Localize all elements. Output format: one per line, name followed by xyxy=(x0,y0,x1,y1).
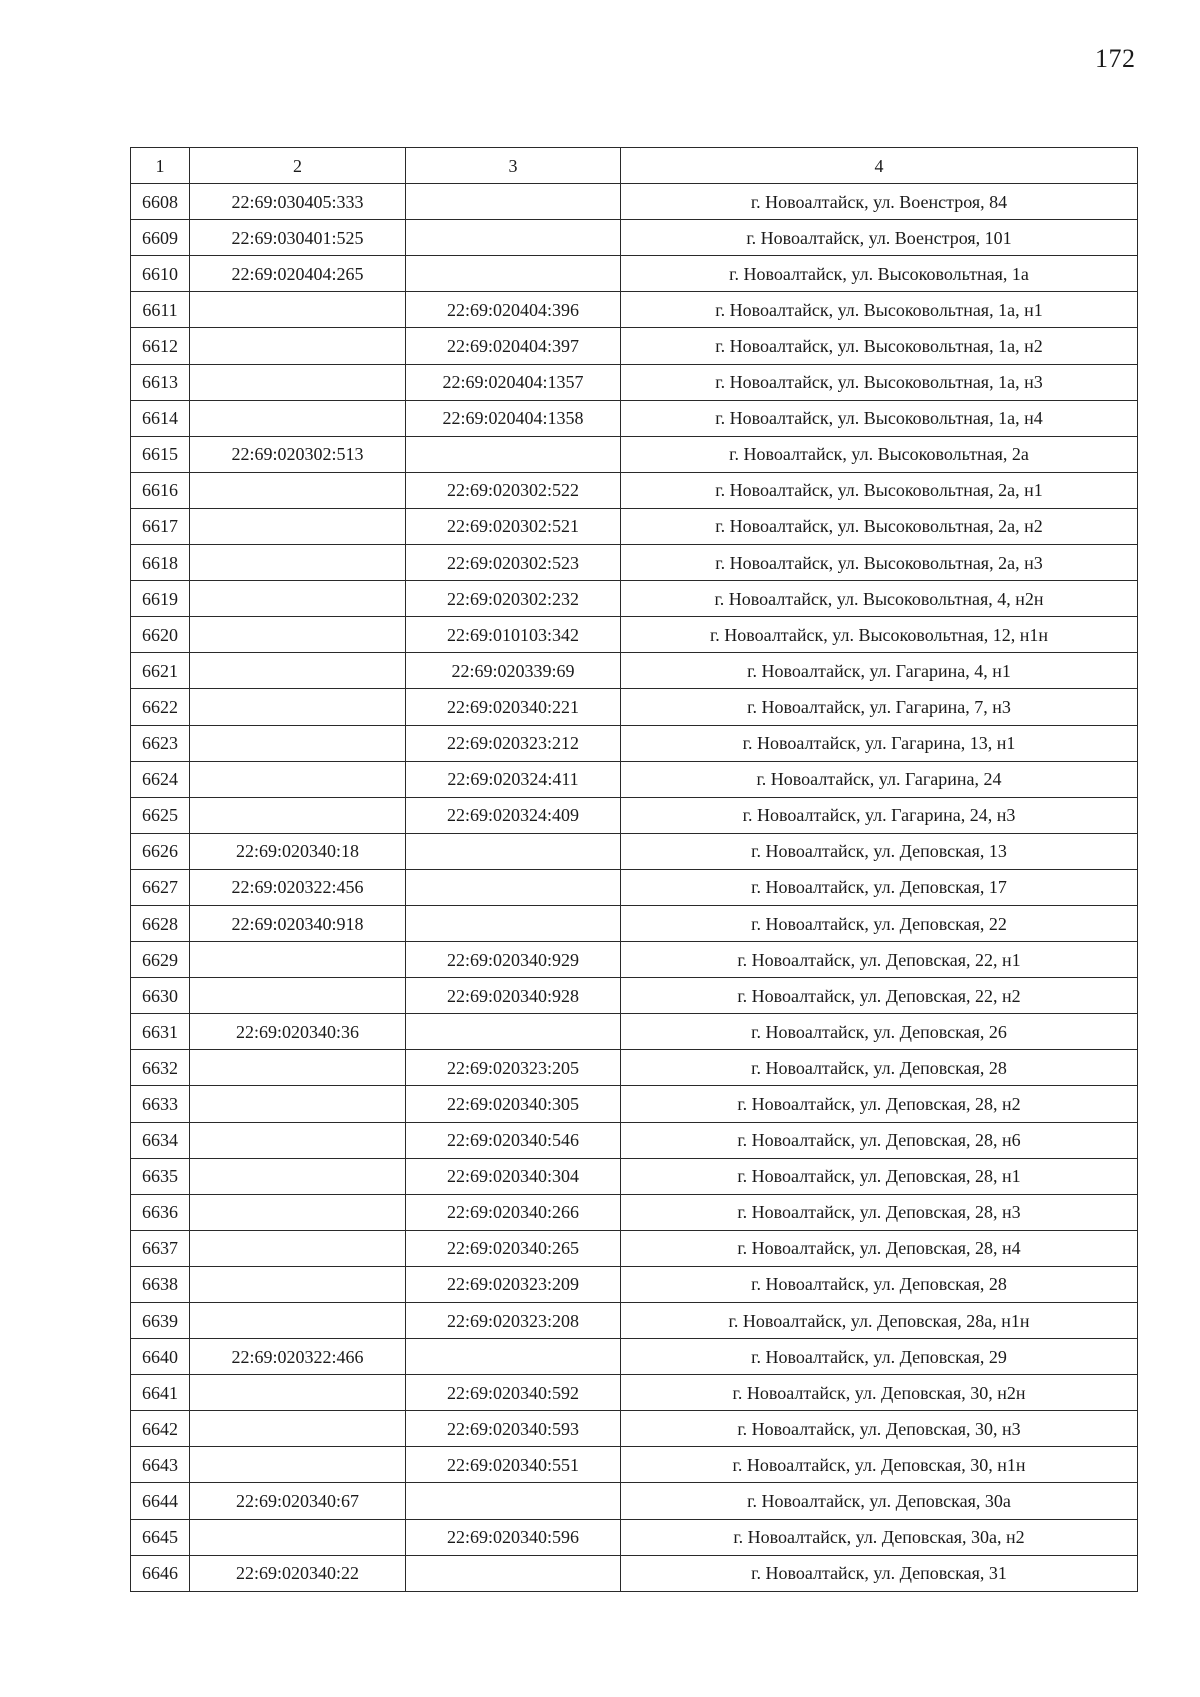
address-cell: г. Новоалтайск, ул. Высоковольтная, 1а, н1 xyxy=(621,292,1138,328)
table-row xyxy=(131,1122,1138,1158)
row-number-cell: 6637 xyxy=(131,1230,190,1266)
land-cadastral-cell xyxy=(190,1230,406,1266)
row-number-cell: 6610 xyxy=(131,256,190,292)
land-cadastral-cell xyxy=(190,942,406,978)
address-cell: г. Новоалтайск, ул. Военстроя, 101 xyxy=(621,220,1138,256)
table-row xyxy=(131,1266,1138,1302)
row-number-cell: 6613 xyxy=(131,364,190,400)
column-header-land-cadastral: 2 xyxy=(190,148,406,184)
object-cadastral-cell xyxy=(406,184,621,220)
land-cadastral-cell xyxy=(190,1158,406,1194)
row-number-cell: 6612 xyxy=(131,328,190,364)
address-cell: г. Новоалтайск, ул. Деповская, 22, н1 xyxy=(621,942,1138,978)
address-cell: г. Новоалтайск, ул. Высоковольтная, 4, н2н xyxy=(621,581,1138,617)
table-row xyxy=(131,905,1138,941)
address-cell: г. Новоалтайск, ул. Деповская, 31 xyxy=(621,1555,1138,1591)
object-cadastral-cell: 22:69:020323:205 xyxy=(406,1050,621,1086)
object-cadastral-cell xyxy=(406,1339,621,1375)
address-cell: г. Новоалтайск, ул. Высоковольтная, 12, н1н xyxy=(621,617,1138,653)
table-row xyxy=(131,1555,1138,1591)
object-cadastral-cell: 22:69:020340:928 xyxy=(406,978,621,1014)
land-cadastral-cell xyxy=(190,1266,406,1302)
address-cell: г. Новоалтайск, ул. Деповская, 28, н4 xyxy=(621,1230,1138,1266)
table-row xyxy=(131,364,1138,400)
row-number-cell: 6639 xyxy=(131,1303,190,1339)
land-cadastral-cell xyxy=(190,292,406,328)
object-cadastral-cell: 22:69:020323:209 xyxy=(406,1266,621,1302)
column-header-address: 4 xyxy=(621,148,1138,184)
land-cadastral-cell xyxy=(190,1411,406,1447)
row-number-cell: 6633 xyxy=(131,1086,190,1122)
table-body xyxy=(131,184,1138,1592)
address-cell: г. Новоалтайск, ул. Деповская, 30а xyxy=(621,1483,1138,1519)
table-row xyxy=(131,184,1138,220)
table-row xyxy=(131,1194,1138,1230)
land-cadastral-cell xyxy=(190,1519,406,1555)
address-cell: г. Новоалтайск, ул. Высоковольтная, 1а, н2 xyxy=(621,328,1138,364)
address-cell: г. Новоалтайск, ул. Деповская, 13 xyxy=(621,833,1138,869)
object-cadastral-cell: 22:69:020339:69 xyxy=(406,653,621,689)
table-row xyxy=(131,1447,1138,1483)
row-number-cell: 6624 xyxy=(131,761,190,797)
land-cadastral-cell: 22:69:020340:18 xyxy=(190,833,406,869)
table-row xyxy=(131,581,1138,617)
object-cadastral-cell: 22:69:020340:546 xyxy=(406,1122,621,1158)
object-cadastral-cell: 22:69:020404:1358 xyxy=(406,400,621,436)
address-cell: г. Новоалтайск, ул. Высоковольтная, 2а xyxy=(621,436,1138,472)
row-number-cell: 6623 xyxy=(131,725,190,761)
row-number-cell: 6621 xyxy=(131,653,190,689)
table-row xyxy=(131,761,1138,797)
land-cadastral-cell: 22:69:020322:456 xyxy=(190,869,406,905)
land-cadastral-cell xyxy=(190,978,406,1014)
table-row xyxy=(131,942,1138,978)
table-row xyxy=(131,436,1138,472)
row-number-cell: 6627 xyxy=(131,869,190,905)
land-cadastral-cell: 22:69:020302:513 xyxy=(190,436,406,472)
land-cadastral-cell xyxy=(190,1303,406,1339)
address-cell: г. Новоалтайск, ул. Высоковольтная, 1а xyxy=(621,256,1138,292)
land-cadastral-cell xyxy=(190,328,406,364)
row-number-cell: 6608 xyxy=(131,184,190,220)
row-number-cell: 6625 xyxy=(131,797,190,833)
table-row xyxy=(131,1014,1138,1050)
land-cadastral-cell xyxy=(190,617,406,653)
table-row xyxy=(131,1519,1138,1555)
address-cell: г. Новоалтайск, ул. Деповская, 28, н1 xyxy=(621,1158,1138,1194)
land-cadastral-cell xyxy=(190,472,406,508)
land-cadastral-cell: 22:69:020322:466 xyxy=(190,1339,406,1375)
row-number-cell: 6640 xyxy=(131,1339,190,1375)
object-cadastral-cell xyxy=(406,220,621,256)
land-cadastral-cell xyxy=(190,1050,406,1086)
address-cell: г. Новоалтайск, ул. Высоковольтная, 2а, н3 xyxy=(621,545,1138,581)
row-number-cell: 6614 xyxy=(131,400,190,436)
land-cadastral-cell xyxy=(190,689,406,725)
land-cadastral-cell xyxy=(190,761,406,797)
row-number-cell: 6616 xyxy=(131,472,190,508)
address-cell: г. Новоалтайск, ул. Деповская, 28, н2 xyxy=(621,1086,1138,1122)
table-row xyxy=(131,653,1138,689)
object-cadastral-cell: 22:69:020324:409 xyxy=(406,797,621,833)
table-header-row xyxy=(131,148,1138,184)
object-cadastral-cell xyxy=(406,1555,621,1591)
address-cell: г. Новоалтайск, ул. Деповская, 29 xyxy=(621,1339,1138,1375)
address-cell: г. Новоалтайск, ул. Гагарина, 13, н1 xyxy=(621,725,1138,761)
object-cadastral-cell: 22:69:020323:212 xyxy=(406,725,621,761)
object-cadastral-cell: 22:69:020302:521 xyxy=(406,508,621,544)
object-cadastral-cell xyxy=(406,869,621,905)
table-row xyxy=(131,617,1138,653)
row-number-cell: 6631 xyxy=(131,1014,190,1050)
object-cadastral-cell: 22:69:020302:522 xyxy=(406,472,621,508)
row-number-cell: 6619 xyxy=(131,581,190,617)
column-header-number: 1 xyxy=(131,148,190,184)
land-cadastral-cell: 22:69:020340:918 xyxy=(190,905,406,941)
column-header-object-cadastral: 3 xyxy=(406,148,621,184)
object-cadastral-cell: 22:69:020340:221 xyxy=(406,689,621,725)
table-row xyxy=(131,328,1138,364)
address-cell: г. Новоалтайск, ул. Военстроя, 84 xyxy=(621,184,1138,220)
table-row xyxy=(131,472,1138,508)
address-cell: г. Новоалтайск, ул. Деповская, 28, н6 xyxy=(621,1122,1138,1158)
object-cadastral-cell xyxy=(406,833,621,869)
land-cadastral-cell: 22:69:020404:265 xyxy=(190,256,406,292)
page-number: 172 xyxy=(1095,44,1136,73)
row-number-cell: 6646 xyxy=(131,1555,190,1591)
object-cadastral-cell: 22:69:020340:304 xyxy=(406,1158,621,1194)
row-number-cell: 6609 xyxy=(131,220,190,256)
row-number-cell: 6630 xyxy=(131,978,190,1014)
table-row xyxy=(131,1303,1138,1339)
land-cadastral-cell xyxy=(190,581,406,617)
object-cadastral-cell: 22:69:020302:232 xyxy=(406,581,621,617)
address-cell: г. Новоалтайск, ул. Гагарина, 7, н3 xyxy=(621,689,1138,725)
object-cadastral-cell: 22:69:020340:592 xyxy=(406,1375,621,1411)
table-row xyxy=(131,1375,1138,1411)
row-number-cell: 6643 xyxy=(131,1447,190,1483)
land-cadastral-cell: 22:69:030401:525 xyxy=(190,220,406,256)
land-cadastral-cell: 22:69:030405:333 xyxy=(190,184,406,220)
land-cadastral-cell xyxy=(190,797,406,833)
object-cadastral-cell: 22:69:020340:305 xyxy=(406,1086,621,1122)
land-cadastral-cell: 22:69:020340:22 xyxy=(190,1555,406,1591)
land-cadastral-cell xyxy=(190,508,406,544)
object-cadastral-cell: 22:69:020323:208 xyxy=(406,1303,621,1339)
table-row xyxy=(131,689,1138,725)
table-row xyxy=(131,725,1138,761)
land-cadastral-cell: 22:69:020340:67 xyxy=(190,1483,406,1519)
object-cadastral-cell xyxy=(406,436,621,472)
table-row xyxy=(131,797,1138,833)
address-cell: г. Новоалтайск, ул. Деповская, 28а, н1н xyxy=(621,1303,1138,1339)
land-cadastral-cell xyxy=(190,1122,406,1158)
row-number-cell: 6645 xyxy=(131,1519,190,1555)
table-row xyxy=(131,508,1138,544)
address-cell: г. Новоалтайск, ул. Гагарина, 24 xyxy=(621,761,1138,797)
row-number-cell: 6642 xyxy=(131,1411,190,1447)
address-cell: г. Новоалтайск, ул. Деповская, 26 xyxy=(621,1014,1138,1050)
object-cadastral-cell: 22:69:010103:342 xyxy=(406,617,621,653)
land-cadastral-cell xyxy=(190,1375,406,1411)
address-cell: г. Новоалтайск, ул. Деповская, 30, н2н xyxy=(621,1375,1138,1411)
address-cell: г. Новоалтайск, ул. Деповская, 28, н3 xyxy=(621,1194,1138,1230)
row-number-cell: 6615 xyxy=(131,436,190,472)
object-cadastral-cell xyxy=(406,905,621,941)
row-number-cell: 6620 xyxy=(131,617,190,653)
object-cadastral-cell xyxy=(406,256,621,292)
land-cadastral-cell xyxy=(190,545,406,581)
table-row xyxy=(131,545,1138,581)
row-number-cell: 6629 xyxy=(131,942,190,978)
registry-table xyxy=(130,147,1138,1592)
table-row xyxy=(131,1158,1138,1194)
row-number-cell: 6636 xyxy=(131,1194,190,1230)
address-cell: г. Новоалтайск, ул. Деповская, 22 xyxy=(621,905,1138,941)
object-cadastral-cell: 22:69:020340:266 xyxy=(406,1194,621,1230)
object-cadastral-cell: 22:69:020340:593 xyxy=(406,1411,621,1447)
table-row xyxy=(131,869,1138,905)
row-number-cell: 6632 xyxy=(131,1050,190,1086)
row-number-cell: 6626 xyxy=(131,833,190,869)
address-cell: г. Новоалтайск, ул. Высоковольтная, 1а, н3 xyxy=(621,364,1138,400)
object-cadastral-cell: 22:69:020404:1357 xyxy=(406,364,621,400)
object-cadastral-cell: 22:69:020404:397 xyxy=(406,328,621,364)
table-row xyxy=(131,1339,1138,1375)
address-cell: г. Новоалтайск, ул. Высоковольтная, 2а, н2 xyxy=(621,508,1138,544)
land-cadastral-cell xyxy=(190,364,406,400)
row-number-cell: 6628 xyxy=(131,905,190,941)
table-row xyxy=(131,1086,1138,1122)
land-cadastral-cell xyxy=(190,653,406,689)
row-number-cell: 6634 xyxy=(131,1122,190,1158)
address-cell: г. Новоалтайск, ул. Высоковольтная, 2а, н1 xyxy=(621,472,1138,508)
address-cell: г. Новоалтайск, ул. Высоковольтная, 1а, н4 xyxy=(621,400,1138,436)
row-number-cell: 6641 xyxy=(131,1375,190,1411)
row-number-cell: 6635 xyxy=(131,1158,190,1194)
object-cadastral-cell: 22:69:020340:596 xyxy=(406,1519,621,1555)
address-cell: г. Новоалтайск, ул. Гагарина, 24, н3 xyxy=(621,797,1138,833)
address-cell: г. Новоалтайск, ул. Деповская, 22, н2 xyxy=(621,978,1138,1014)
land-cadastral-cell xyxy=(190,1447,406,1483)
row-number-cell: 6622 xyxy=(131,689,190,725)
object-cadastral-cell: 22:69:020302:523 xyxy=(406,545,621,581)
table-row xyxy=(131,256,1138,292)
object-cadastral-cell xyxy=(406,1014,621,1050)
address-cell: г. Новоалтайск, ул. Гагарина, 4, н1 xyxy=(621,653,1138,689)
row-number-cell: 6618 xyxy=(131,545,190,581)
address-cell: г. Новоалтайск, ул. Деповская, 28 xyxy=(621,1050,1138,1086)
address-cell: г. Новоалтайск, ул. Деповская, 17 xyxy=(621,869,1138,905)
table-row xyxy=(131,978,1138,1014)
object-cadastral-cell: 22:69:020324:411 xyxy=(406,761,621,797)
address-cell: г. Новоалтайск, ул. Деповская, 30, н3 xyxy=(621,1411,1138,1447)
row-number-cell: 6617 xyxy=(131,508,190,544)
table-row xyxy=(131,400,1138,436)
address-cell: г. Новоалтайск, ул. Деповская, 30а, н2 xyxy=(621,1519,1138,1555)
object-cadastral-cell xyxy=(406,1483,621,1519)
object-cadastral-cell: 22:69:020340:265 xyxy=(406,1230,621,1266)
table-row xyxy=(131,292,1138,328)
address-cell: г. Новоалтайск, ул. Деповская, 28 xyxy=(621,1266,1138,1302)
land-cadastral-cell xyxy=(190,400,406,436)
table-row xyxy=(131,1411,1138,1447)
table-row xyxy=(131,1230,1138,1266)
table-row xyxy=(131,833,1138,869)
object-cadastral-cell: 22:69:020340:551 xyxy=(406,1447,621,1483)
table-row xyxy=(131,1050,1138,1086)
land-cadastral-cell xyxy=(190,1194,406,1230)
object-cadastral-cell: 22:69:020404:396 xyxy=(406,292,621,328)
land-cadastral-cell: 22:69:020340:36 xyxy=(190,1014,406,1050)
row-number-cell: 6611 xyxy=(131,292,190,328)
address-cell: г. Новоалтайск, ул. Деповская, 30, н1н xyxy=(621,1447,1138,1483)
table-row xyxy=(131,1483,1138,1519)
land-cadastral-cell xyxy=(190,725,406,761)
row-number-cell: 6644 xyxy=(131,1483,190,1519)
table-row xyxy=(131,220,1138,256)
row-number-cell: 6638 xyxy=(131,1266,190,1302)
land-cadastral-cell xyxy=(190,1086,406,1122)
object-cadastral-cell: 22:69:020340:929 xyxy=(406,942,621,978)
